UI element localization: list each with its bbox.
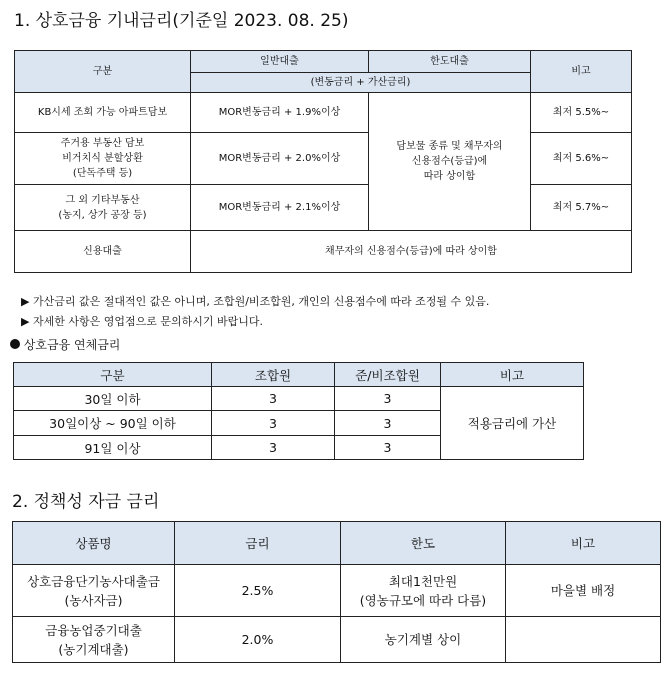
overdue-non-member: 3 — [335, 387, 441, 411]
overdue-header-remark: 비고 — [441, 363, 584, 387]
overdue-title-row — [10, 336, 120, 353]
row-rate: MOR변동금리 + 2.0%이상 — [191, 133, 369, 185]
overdue-header-non-member: 준/비조합원 — [335, 363, 441, 387]
policy-rate-table — [12, 521, 661, 663]
row-rate: MOR변동금리 + 1.9%이상 — [191, 93, 369, 133]
overdue-remark: 적용금리에 가산 — [441, 387, 584, 460]
policy-rate: 2.0% — [175, 617, 341, 663]
note-2: ▶ 자세한 사항은 영업점으로 문의하시기 바랍니다. — [21, 315, 263, 328]
section1-title: 1. 상호금융 기내금리(기준일 2023. 08. 25) — [14, 11, 349, 31]
limit-loan-note: 담보물 종류 및 채무자의 신용점수(등급)에 따라 상이함 — [369, 93, 531, 231]
row-category: 주거용 부동산 담보 비거치식 분할상환 (단독주택 등) — [15, 133, 191, 185]
overdue-header-member: 조합원 — [212, 363, 335, 387]
policy-header-remark: 비고 — [506, 522, 661, 565]
row-rate: MOR변동금리 + 2.1%이상 — [191, 185, 369, 231]
table-row — [15, 93, 632, 133]
overdue-member: 3 — [212, 411, 335, 436]
policy-header-name: 상품명 — [13, 522, 175, 565]
section2-title: 2. 정책성 자금 금리 — [12, 492, 160, 512]
overdue-label: 30일 이하 — [14, 387, 212, 411]
row-remark: 최저 5.7%~ — [531, 185, 632, 231]
overdue-member: 3 — [212, 387, 335, 411]
header-limit-loan: 한도대출 — [369, 51, 531, 73]
bullet-icon — [10, 339, 20, 349]
overdue-title: 상호금융 연체금리 — [23, 338, 121, 352]
policy-name: 상호금융단기농사대출금 (농사자금) — [13, 565, 175, 617]
policy-rate: 2.5% — [175, 565, 341, 617]
overdue-header-category: 구분 — [14, 363, 212, 387]
policy-header-limit: 한도 — [341, 522, 506, 565]
policy-name: 금융농업중기대출 (농기계대출) — [13, 617, 175, 663]
base-rate-table — [14, 50, 632, 273]
note-1: ▶ 가산금리 값은 절대적인 값은 아니며, 조합원/비조합원, 개인의 신용점수에 따라 조정될 수 있음. — [21, 295, 490, 308]
row-category: 그 외 기타부동산 (농지, 상가 공장 등) — [15, 185, 191, 231]
table-row — [13, 565, 661, 617]
table-row — [15, 133, 632, 185]
table-row — [15, 231, 632, 273]
policy-remark: 마을별 배정 — [506, 565, 661, 617]
header-general-loan: 일반대출 — [191, 51, 369, 73]
row-category: KB시세 조회 가능 아파트담보 — [15, 93, 191, 133]
header-category: 구분 — [15, 51, 191, 93]
policy-limit: 최대1천만원 (영농규모에 따라 다름) — [341, 565, 506, 617]
header-remark: 비고 — [531, 51, 632, 93]
credit-loan-note: 채무자의 신용점수(등급)에 따라 상이함 — [191, 231, 632, 273]
overdue-member: 3 — [212, 436, 335, 460]
table-row — [15, 185, 632, 231]
overdue-label: 30일이상 ~ 90일 이하 — [14, 411, 212, 436]
overdue-non-member: 3 — [335, 436, 441, 460]
header-rate-basis: (변동금리 + 가산금리) — [191, 73, 531, 93]
table-row — [13, 617, 661, 663]
table-row — [14, 387, 584, 411]
policy-remark — [506, 617, 661, 663]
credit-loan-category: 신용대출 — [15, 231, 191, 273]
policy-limit: 농기계별 상이 — [341, 617, 506, 663]
row-remark: 최저 5.5%~ — [531, 93, 632, 133]
row-remark: 최저 5.6%~ — [531, 133, 632, 185]
overdue-non-member: 3 — [335, 411, 441, 436]
overdue-label: 91일 이상 — [14, 436, 212, 460]
overdue-rate-table — [13, 362, 584, 460]
policy-header-rate: 금리 — [175, 522, 341, 565]
